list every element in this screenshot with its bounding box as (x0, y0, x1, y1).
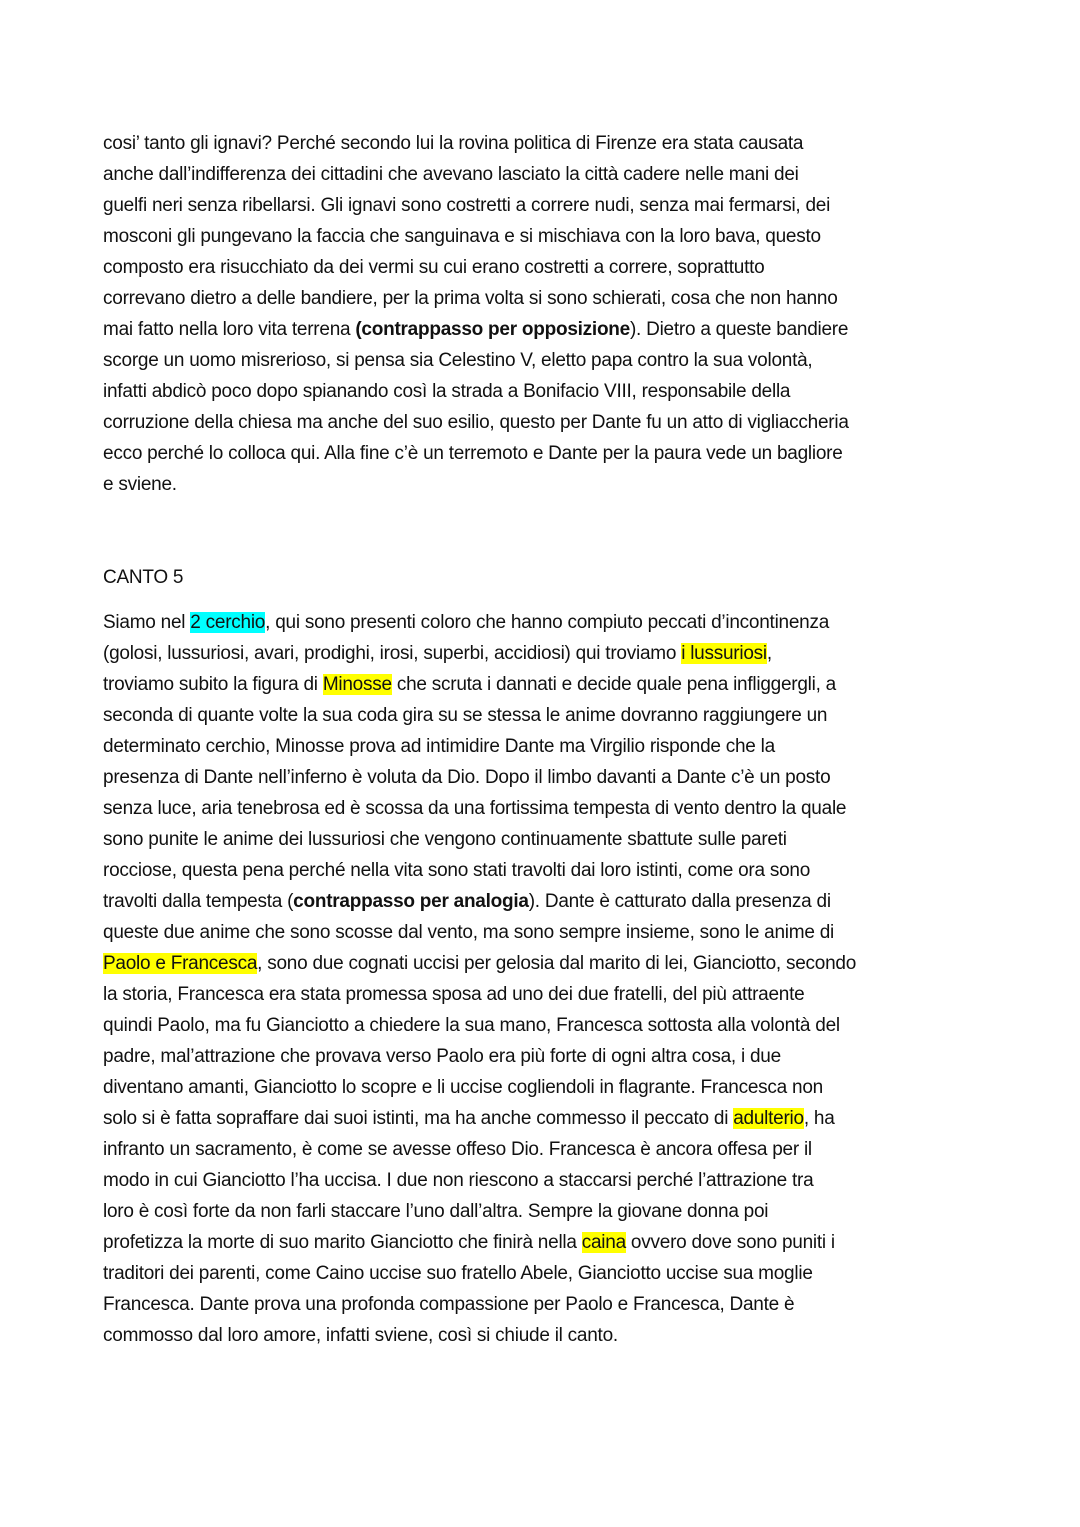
text-line (103, 1103, 856, 1134)
text-segment: composto era risucchiato da dei vermi su cui erano costretti a correre, soprattutto (103, 257, 765, 278)
paragraph-ignavi (103, 128, 849, 500)
text-segment: cosi’ tanto gli ignavi? Perché secondo lui la rovina politica di Firenze era stata causata (103, 133, 804, 154)
text-line (103, 1072, 856, 1103)
text-line (103, 345, 849, 376)
bold-text: (contrappasso per opposizione (355, 319, 630, 340)
highlighted-text: adulterio (733, 1108, 804, 1129)
text-segment: presenza di Dante nell’inferno è voluta da Dio. Dopo il limbo davanti a Dante c’è un posto (103, 767, 831, 788)
text-line (103, 407, 849, 438)
text-segment: diventano amanti, Gianciotto lo scopre e li uccise cogliendoli in flagrante. Francesca non (103, 1077, 823, 1098)
text-line (103, 824, 856, 855)
text-line (103, 669, 856, 700)
text-segment: seconda di quante volte la sua coda gira su se stessa le anime dovranno raggiungere un (103, 705, 828, 726)
text-segment: queste due anime che sono scosse dal vento, ma sono sempre insieme, sono le anime di (103, 922, 834, 943)
text-segment: Siamo nel (103, 612, 191, 633)
text-line (103, 731, 856, 762)
text-segment: mai fatto nella loro vita terrena (103, 319, 356, 340)
text-line (103, 793, 856, 824)
text-line (103, 1258, 856, 1289)
paragraph-canto-5 (103, 607, 856, 1351)
text-segment: travolti dalla tempesta ( (103, 891, 294, 912)
text-line (103, 700, 856, 731)
text-line (103, 283, 849, 314)
text-segment: che scruta i dannati e decide quale pena infliggergli, a (391, 674, 836, 695)
text-segment: quindi Paolo, ma fu Gianciotto a chiedere la sua mano, Francesca sottosta alla volontà del (103, 1015, 840, 1036)
text-segment: loro è così forte da non farli staccare l’uno dall’altra. Sempre la giovane donna poi (103, 1201, 769, 1222)
text-line (103, 1134, 856, 1165)
text-segment: determinato cerchio, Minosse prova ad intimidire Dante ma Virgilio risponde che la (103, 736, 775, 757)
text-segment: , (766, 643, 772, 664)
text-line (103, 855, 856, 886)
text-segment: ovvero dove sono puniti i (625, 1232, 835, 1253)
text-line (103, 762, 856, 793)
text-line (103, 252, 849, 283)
text-line (103, 607, 856, 638)
text-segment: mosconi gli pungevano la faccia che sanguinava e si mischiava con la loro bava, questo (103, 226, 821, 247)
text-segment: sono punite le anime dei lussuriosi che vengono continuamente sbattute sulle pareti (103, 829, 787, 850)
text-line (103, 438, 849, 469)
text-line (103, 638, 856, 669)
text-segment: senza luce, aria tenebrosa ed è scossa da una fortissima tempesta di vento dentro la quale (103, 798, 847, 819)
text-segment: troviamo subito la figura di (103, 674, 323, 695)
text-segment: e sviene. (103, 474, 177, 495)
highlighted-text: Minosse (322, 674, 392, 695)
highlighted-text: 2 cerchio (190, 612, 266, 633)
text-line (103, 1320, 856, 1351)
text-segment: , qui sono presenti coloro che hanno compiuto peccati d’incontinenza (265, 612, 830, 633)
text-line (103, 1041, 856, 1072)
text-line (103, 1289, 856, 1320)
text-line (103, 1165, 856, 1196)
text-segment: traditori dei parenti, come Caino uccise suo fratello Abele, Gianciotto uccise sua moglie (103, 1263, 813, 1284)
highlighted-text: Paolo e Francesca (103, 953, 258, 974)
text-segment: Francesca. Dante prova una profonda compassione per Paolo e Francesca, Dante è (103, 1294, 795, 1315)
text-segment: , ha (803, 1108, 835, 1129)
text-segment: infatti abdicò poco dopo spianando così la strada a Bonifacio VIII, responsabile della (103, 381, 791, 402)
text-segment: modo in cui Gianciotto l’ha uccisa. I due non riescono a staccarsi perché l’attrazione tra (103, 1170, 814, 1191)
text-line (103, 979, 856, 1010)
text-line (103, 221, 849, 252)
text-line (103, 1010, 856, 1041)
text-line (103, 917, 856, 948)
text-segment: corruzione della chiesa ma anche del suo esilio, questo per Dante fu un atto di vigliaccheria (103, 412, 849, 433)
highlighted-text: i lussuriosi (681, 643, 767, 664)
text-segment: ). Dietro a queste bandiere (629, 319, 849, 340)
text-line (103, 159, 849, 190)
text-line (103, 128, 849, 159)
text-line (103, 314, 849, 345)
text-segment: profetizza la morte di suo marito Gianciotto che finirà nella (103, 1232, 582, 1253)
text-segment: , sono due cognati uccisi per gelosia dal marito di lei, Gianciotto, secondo (257, 953, 857, 974)
text-segment: infranto un sacramento, è come se avesse offeso Dio. Francesca è ancora offesa per il (103, 1139, 812, 1160)
text-line (103, 469, 849, 500)
section-heading: CANTO 5 (103, 567, 184, 588)
text-line (103, 190, 849, 221)
text-segment: ecco perché lo colloca qui. Alla fine c’è un terremoto e Dante per la paura vede un bagliore (103, 443, 843, 464)
text-segment: rocciose, questa pena perché nella vita sono stati travolti dai loro istinti, come ora sono (103, 860, 811, 881)
text-line (103, 1227, 856, 1258)
text-segment: solo si è fatta sopraffare dai suoi istinti, ma ha anche commesso il peccato di (103, 1108, 734, 1129)
text-segment: la storia, Francesca era stata promessa sposa ad uno dei due fratelli, del più attraente (103, 984, 805, 1005)
bold-text: contrappasso per analogia (293, 891, 529, 912)
text-segment: commosso dal loro amore, infatti sviene, così si chiude il canto. (103, 1325, 618, 1346)
text-segment: correvano dietro a delle bandiere, per la prima volta si sono schierati, cosa che non hanno (103, 288, 838, 309)
text-line (103, 948, 856, 979)
text-segment: scorge un uomo misrerioso, si pensa sia Celestino V, eletto papa contro la sua volontà, (103, 350, 813, 371)
highlighted-text: caina (581, 1232, 626, 1253)
text-line (103, 376, 849, 407)
text-line (103, 1196, 856, 1227)
text-segment: guelfi neri senza ribellarsi. Gli ignavi sono costretti a correre nudi, senza mai fermarsi, dei (103, 195, 831, 216)
text-line (103, 886, 856, 917)
text-segment: ). Dante è catturato dalla presenza di (528, 891, 831, 912)
text-segment: (golosi, lussuriosi, avari, prodighi, irosi, superbi, accidiosi) qui troviamo (103, 643, 682, 664)
text-segment: padre, mal’attrazione che provava verso Paolo era più forte di ogni altra cosa, i due (103, 1046, 781, 1067)
text-segment: anche dall’indifferenza dei cittadini che avevano lasciato la città cadere nelle mani dei (103, 164, 799, 185)
